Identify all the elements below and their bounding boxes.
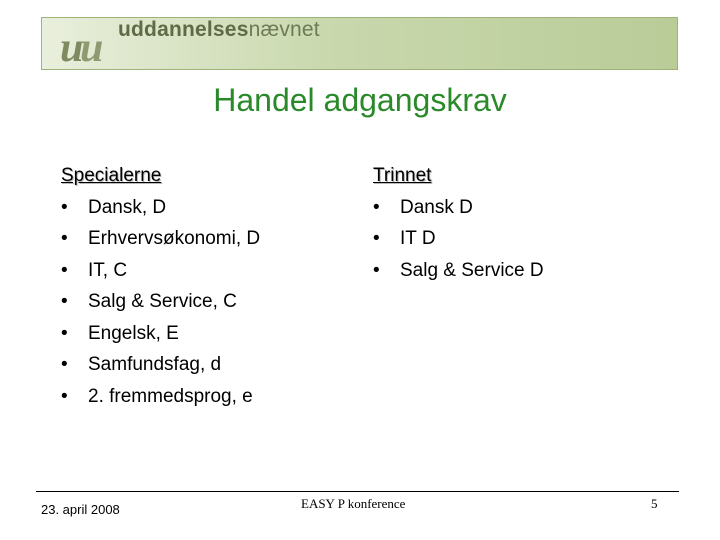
list-item: • Dansk, D bbox=[61, 192, 260, 224]
list-item: • IT, C bbox=[61, 255, 260, 287]
right-heading: Trinnet bbox=[373, 165, 432, 186]
list-item: • Salg & Service D bbox=[373, 255, 544, 287]
left-column bbox=[61, 160, 260, 412]
list-item: • Engelsk, E bbox=[61, 318, 260, 350]
page-number: 5 bbox=[651, 496, 658, 511]
list-item: • Dansk D bbox=[373, 192, 544, 224]
brand-rest: nævnet bbox=[248, 18, 320, 41]
left-heading: Specialerne bbox=[61, 165, 162, 186]
footer-date: 23. april 2008 bbox=[41, 502, 120, 517]
list-item: • Erhvervsøkonomi, D bbox=[61, 223, 260, 255]
left-list bbox=[61, 192, 260, 413]
footer-center-text: EASY P konference bbox=[301, 496, 406, 511]
list-item: • IT D bbox=[373, 223, 544, 255]
list-item: • Samfundsfag, d bbox=[61, 349, 260, 381]
list-item: • Salg & Service, C bbox=[61, 286, 260, 318]
footer-divider bbox=[36, 491, 679, 492]
slide-title: Handel adgangskrav bbox=[213, 82, 507, 118]
brand-wordmark bbox=[118, 18, 320, 42]
svg-text:u: u bbox=[80, 25, 104, 67]
right-list bbox=[373, 192, 544, 287]
brand-bold: uddannelses bbox=[118, 18, 249, 41]
svg-text:u: u bbox=[60, 25, 84, 67]
uddannelsesnaevnet-logo-icon bbox=[58, 21, 108, 67]
list-item: • 2. fremmedsprog, e bbox=[61, 381, 260, 413]
right-column bbox=[373, 160, 544, 286]
